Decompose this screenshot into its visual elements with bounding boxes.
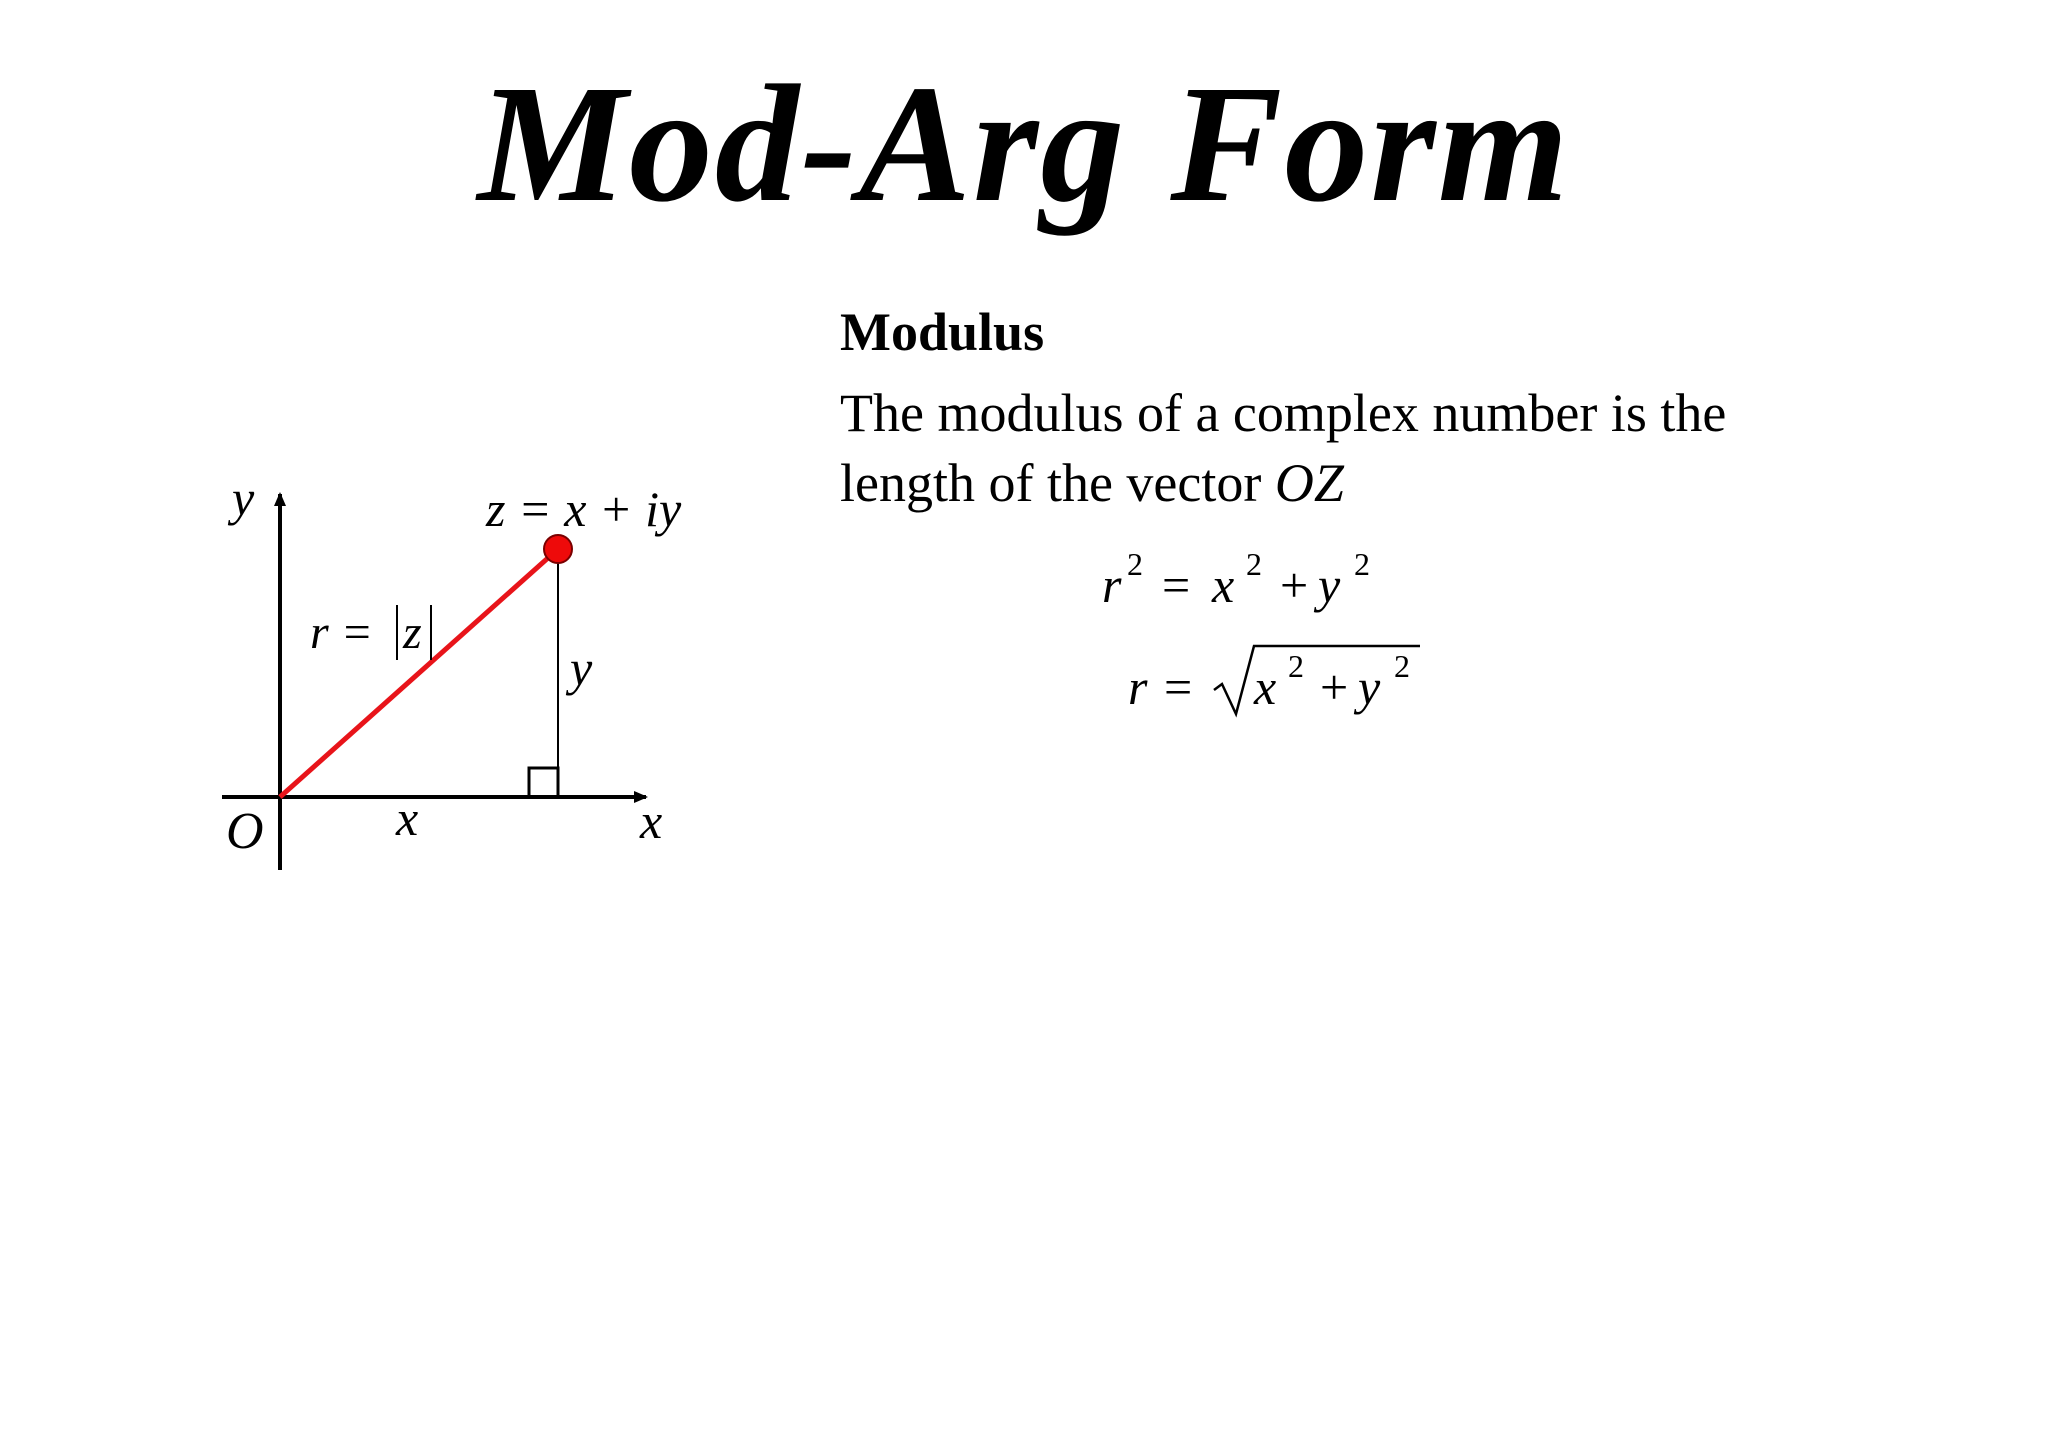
vertical-side-label: y — [570, 640, 593, 696]
point-label: z = x + iy — [486, 481, 682, 537]
body-line-2-text: length of the vector — [840, 453, 1275, 513]
formula-r — [1128, 646, 1420, 715]
formula-r-squared — [1102, 546, 1370, 613]
eq2-r: r — [1128, 659, 1148, 715]
point-z — [544, 535, 572, 563]
modulus-label-var: z — [403, 606, 422, 659]
eq2-plus: + — [1320, 659, 1349, 715]
eq1-x-exp: 2 — [1246, 546, 1262, 582]
eq2-x-exp: 2 — [1288, 648, 1304, 684]
sqrt-sign — [1214, 646, 1420, 714]
eq2-y-exp: 2 — [1394, 648, 1410, 684]
right-angle-marker — [529, 768, 558, 797]
eq1-r-exp: 2 — [1127, 546, 1143, 582]
modulus-vector — [280, 549, 558, 797]
eq2-x: x — [1254, 659, 1277, 715]
vector-name: OZ — [1274, 453, 1344, 513]
eq1-equals: = — [1162, 557, 1191, 613]
body-line-1: The modulus of a complex number is the — [840, 383, 1727, 443]
y-axis-label: y — [232, 470, 255, 526]
eq2-equals: = — [1164, 659, 1193, 715]
x-axis-label: x — [640, 793, 663, 849]
horizontal-side-label: x — [396, 790, 419, 846]
origin-label: O — [226, 803, 264, 860]
section-heading: Modulus — [840, 302, 1045, 362]
eq1-x: x — [1212, 557, 1235, 613]
eq1-plus: + — [1280, 557, 1309, 613]
modulus-label-prefix: r = — [310, 606, 374, 659]
eq1-y: y — [1318, 557, 1341, 613]
modulus-label — [310, 605, 431, 660]
eq2-y: y — [1358, 659, 1381, 715]
slide-title: Mod-Arg Form — [477, 51, 1571, 237]
eq1-r: r — [1102, 557, 1122, 613]
eq1-y-exp: 2 — [1354, 546, 1370, 582]
